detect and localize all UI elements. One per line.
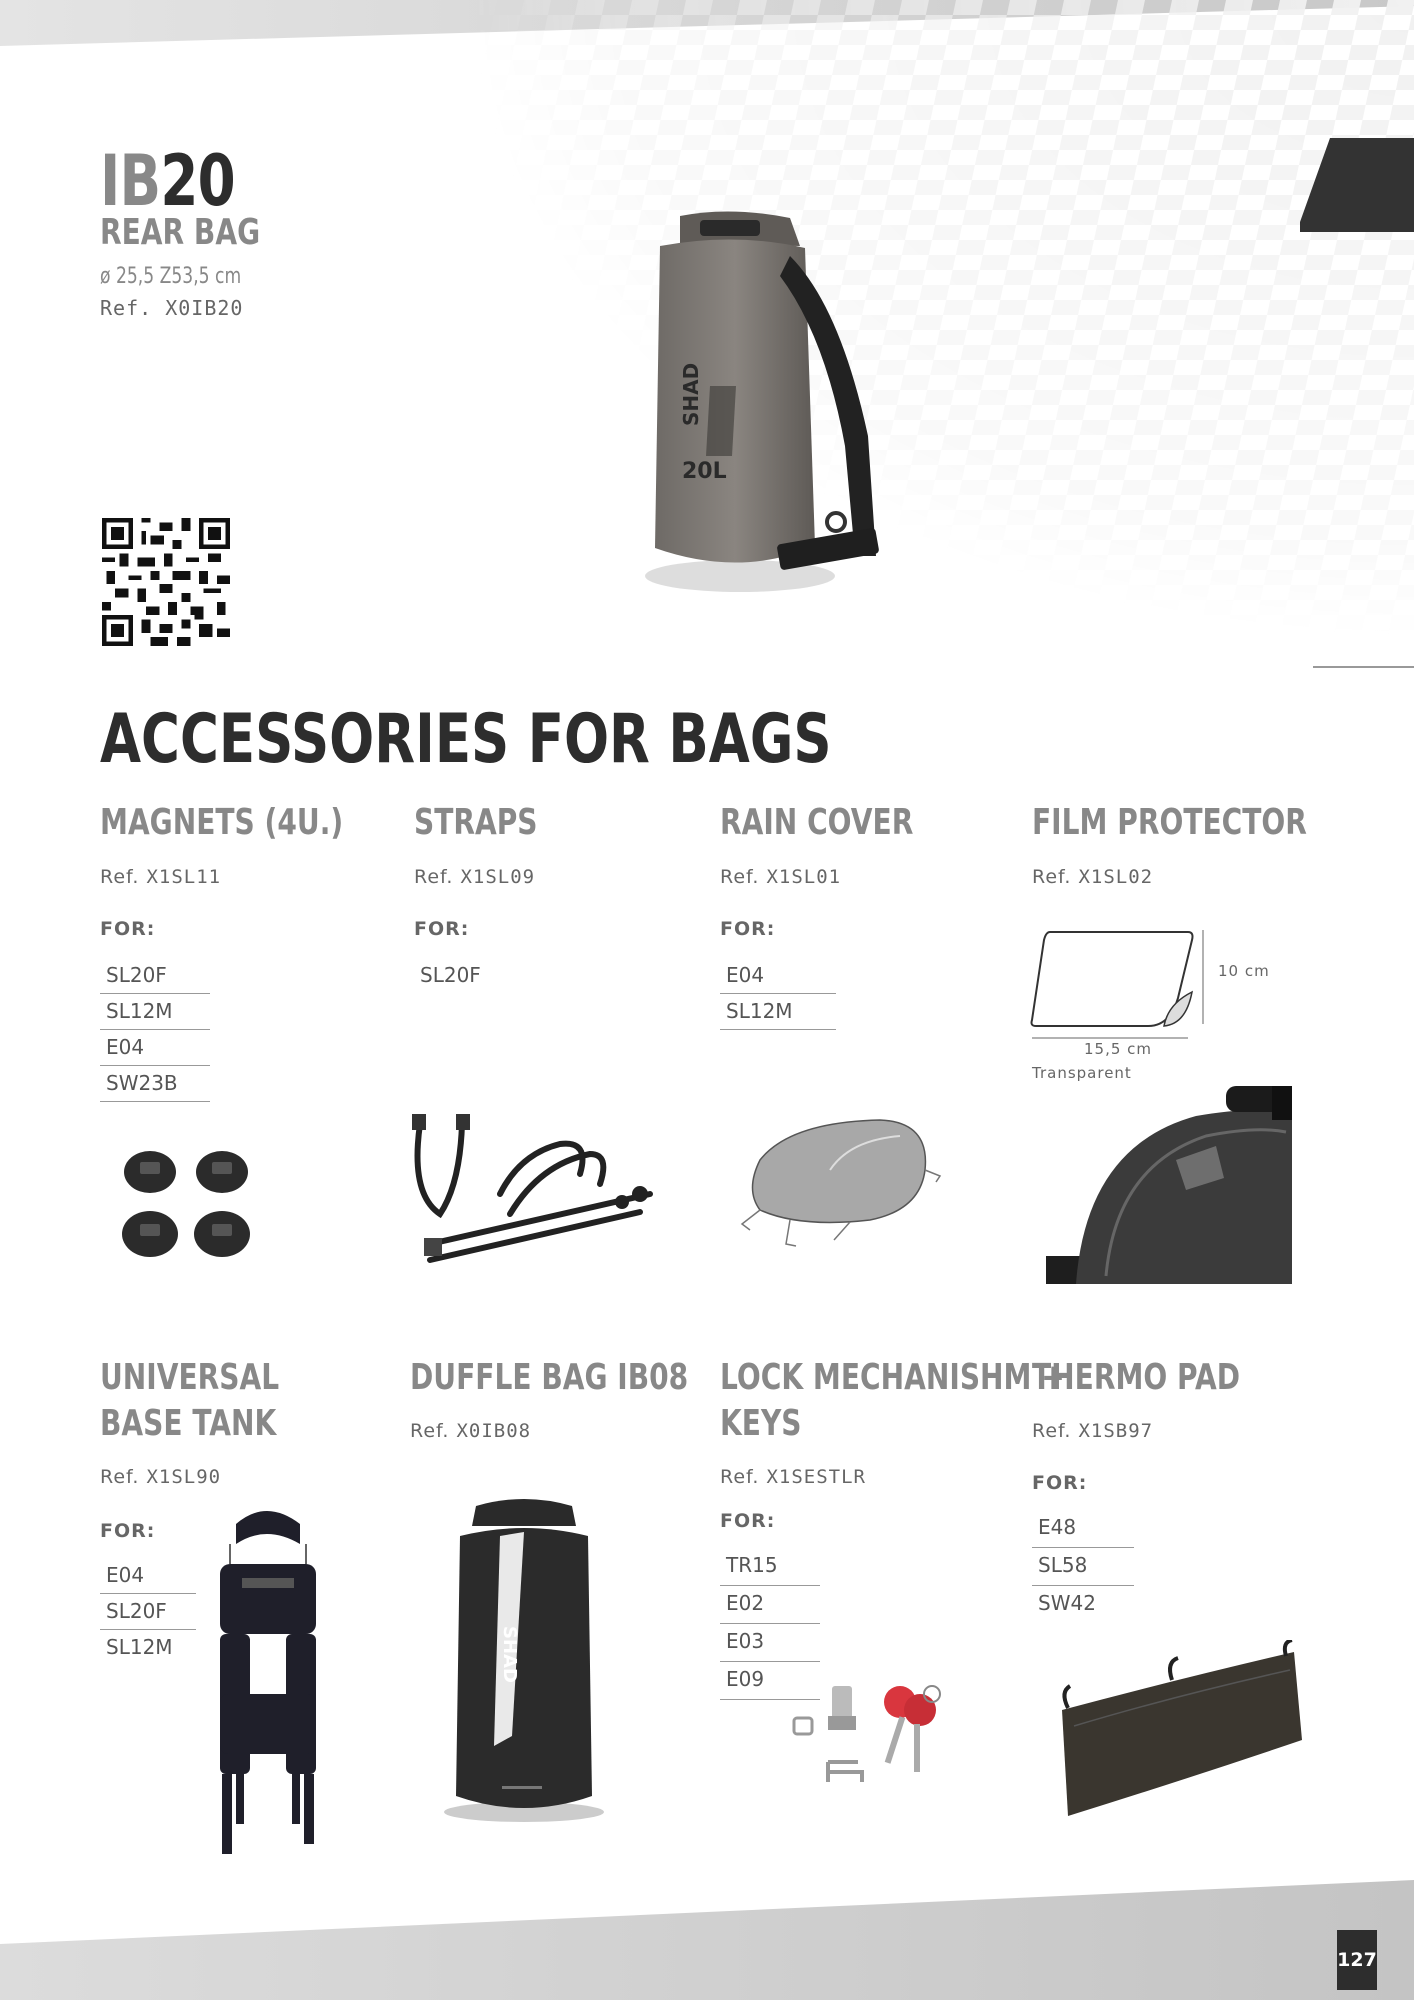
film-height-label: 10 cm [1218, 962, 1270, 980]
product-ref: Ref. X0IB20 [100, 296, 244, 320]
model-item: E04 [720, 958, 836, 994]
model-item: SL20F [420, 963, 481, 987]
thermo-pad-for-label: FOR: [1032, 1472, 1088, 1494]
rain-cover-for-label: FOR: [720, 918, 776, 940]
film-width-label: 15,5 cm [1084, 1040, 1153, 1058]
product-title: IB20 [100, 140, 235, 222]
model-item: E02 [720, 1586, 820, 1624]
ib20-rear-bag-image [640, 206, 900, 610]
film-protector-diagram [1028, 926, 1208, 1046]
model-item: E09 [720, 1662, 820, 1700]
lock-mechanism-compatible-models [720, 1548, 820, 1700]
duffle-bag-ref: Ref. X0IB08 [410, 1420, 532, 1442]
straps-ref: Ref. X1SL09 [414, 866, 536, 888]
model-item: SL12M [720, 994, 836, 1030]
straps-compatible-models [414, 958, 524, 994]
universal-base-tank-compatible-models [100, 1558, 196, 1666]
model-item: E04 [100, 1030, 210, 1066]
duffle-bag-brand-logo: SHAD [499, 1626, 520, 1683]
thermo-pad-ref: Ref. X1SB97 [1032, 1420, 1154, 1442]
lock-mechanism-for-label: FOR: [720, 1510, 776, 1532]
universal-base-tank-for-label: FOR: [100, 1520, 156, 1542]
product-dimensions: ø 25,5 Z53,5 cm [100, 264, 242, 289]
film-protector-ref: Ref. X1SL02 [1032, 866, 1154, 888]
film-protector-title: FILM PROTECTOR [1032, 802, 1307, 843]
model-item: E48 [1032, 1510, 1134, 1548]
product-subtitle: REAR BAG [100, 212, 261, 253]
model-item: SL12M [100, 994, 210, 1030]
bottom-band-decoration [0, 1880, 1414, 2000]
main-bag-brand-logo: SHAD [679, 362, 703, 426]
duffle-bag-image [440, 1496, 608, 1824]
checkered-background-pattern [470, 0, 1414, 640]
straps-title: STRAPS [414, 802, 538, 843]
lock-mechanism-ref: Ref. X1SESTLR [720, 1466, 866, 1488]
universal-base-tank-title: UNIVERSAL BASE TANK [100, 1357, 280, 1444]
model-item: E03 [720, 1624, 820, 1662]
magnets-ref: Ref. X1SL11 [100, 866, 222, 888]
model-item: SL58 [1032, 1548, 1134, 1586]
rain-cover-image [730, 1110, 950, 1260]
model-item: SW42 [1038, 1591, 1096, 1615]
qr-code[interactable] [102, 518, 230, 646]
lock-and-keys-image [792, 1682, 952, 1786]
model-item: SL20F [100, 1594, 196, 1630]
section-title: ACCESSORIES FOR BAGS [100, 700, 832, 779]
side-divider-line [1313, 666, 1414, 668]
magnets-title: MAGNETS (4U.) [100, 802, 344, 843]
page-number: 127 [1337, 1930, 1377, 1990]
universal-base-tank-image [206, 1504, 330, 1858]
rain-cover-title: RAIN COVER [720, 802, 914, 843]
thermo-pad-title: THERMO PAD [1032, 1357, 1241, 1398]
model-item: SL12M [106, 1635, 173, 1659]
universal-base-tank-ref: Ref. X1SL90 [100, 1466, 222, 1488]
model-item: TR15 [720, 1548, 820, 1586]
film-material-label: Transparent [1032, 1064, 1132, 1082]
rain-cover-compatible-models [720, 958, 836, 1030]
thermo-pad-image [1054, 1640, 1304, 1820]
straps-image [400, 1104, 660, 1270]
model-item: SL20F [100, 958, 210, 994]
magnets-for-label: FOR: [100, 918, 156, 940]
lock-mechanism-title: LOCK MECHANISHM + KEYS [720, 1357, 1065, 1444]
film-protector-tank-image [1046, 1086, 1292, 1284]
model-item: E04 [100, 1558, 196, 1594]
main-bag-capacity-label: 20L [682, 459, 727, 484]
magnets-image [118, 1144, 258, 1264]
duffle-bag-title: DUFFLE BAG IB08 [410, 1357, 689, 1398]
model-item: SW23B [100, 1066, 210, 1102]
corner-tab-decoration [1300, 138, 1414, 232]
straps-for-label: FOR: [414, 918, 470, 940]
thermo-pad-compatible-models [1032, 1510, 1134, 1624]
rain-cover-ref: Ref. X1SL01 [720, 866, 842, 888]
magnets-compatible-models [100, 958, 210, 1102]
